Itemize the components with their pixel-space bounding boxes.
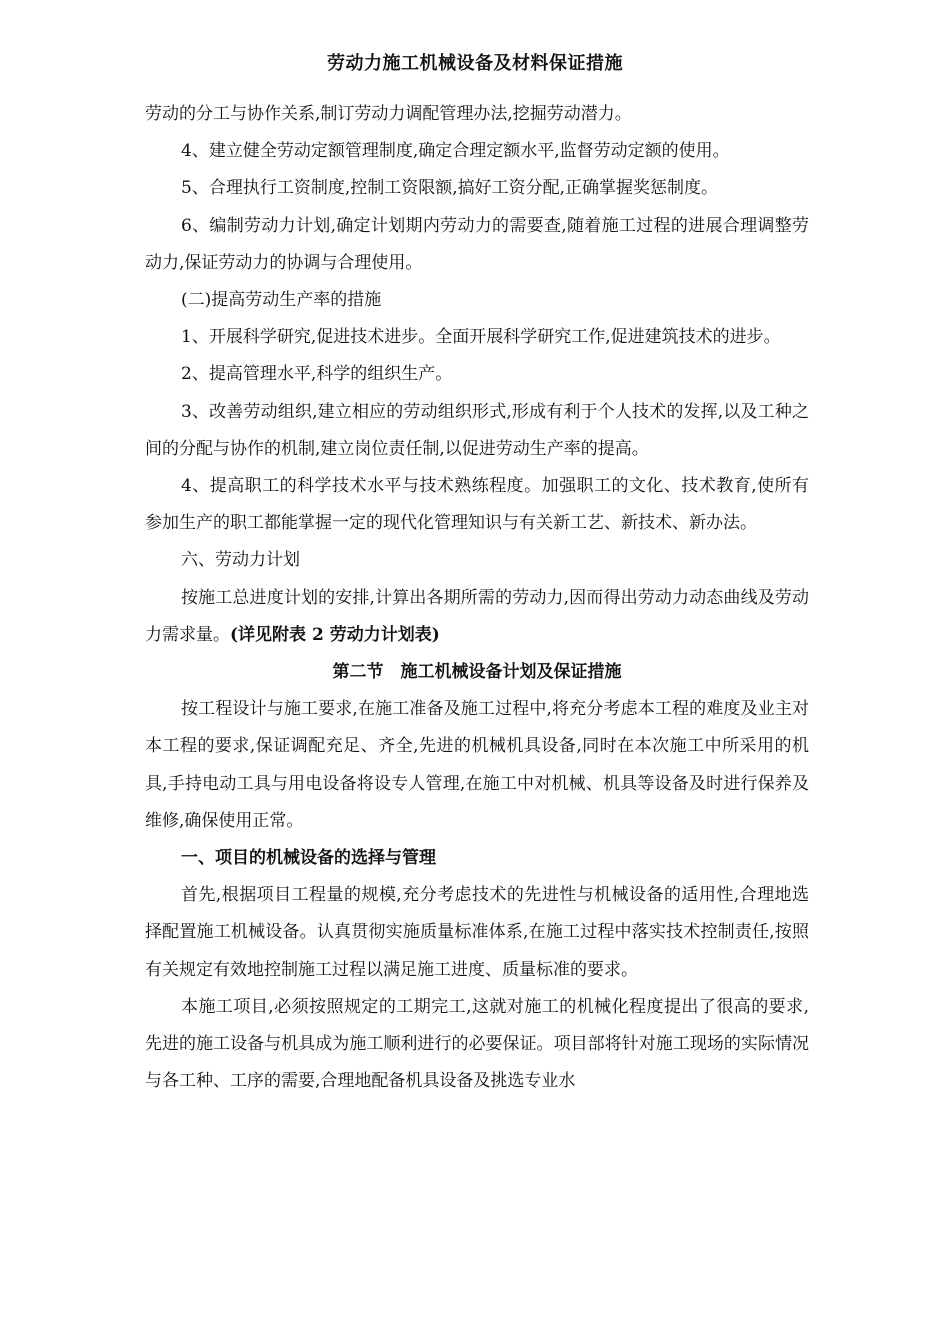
paragraph-item-5: 5、合理执行工资制度,控制工资限额,搞好工资分配,正确掌握奖惩制度。 bbox=[181, 178, 719, 199]
paragraph-equipment-intro: 按工程设计与施工要求,在施工准备及施工过程中,将充分考虑本工程的难度及业主对本工程的要求,保证调配充足、齐全,先进的机械机具设备,同时在本次施工中所采用的机具,手持电动工具与用电设备将设专人管理,在施工中对机械、机具等设备及时进行保养及维修,确保使用正常。 bbox=[145, 699, 809, 831]
paragraph-productivity-1: 1、开展科学研究,促进技术进步。全面开展科学研究工作,促进建筑技术的进步。 bbox=[181, 327, 781, 348]
paragraph-continuation: 劳动的分工与协作关系,制订劳动力调配管理办法,挖掘劳动潜力。 bbox=[145, 104, 632, 124]
paragraph-productivity-4: 4、提高职工的科学技术水平与技术熟练程度。加强职工的文化、技术教育,使所有参加生产的职工都能掌握一定的现代化管理知识与有关新工艺、新技术、新办法。 bbox=[145, 476, 809, 534]
subheading-equipment-selection: 一、项目的机械设备的选择与管理 bbox=[181, 848, 436, 869]
subsection-heading-productivity: (二)提高劳动生产率的措施 bbox=[181, 290, 382, 311]
labor-plan-reference: (详见附表 2 劳动力计划表) bbox=[230, 624, 440, 645]
section-heading-labor-plan: 六、劳动力计划 bbox=[181, 550, 300, 571]
paragraph-productivity-3: 3、改善劳动组织,建立相应的劳动组织形式,形成有利于个人技术的发挥,以及工种之间的分配与协作的机制,建立岗位责任制,以促进劳动生产率的提高。 bbox=[145, 401, 809, 459]
labor-plan-text: 按施工总进度计划的安排,计算出各期所需的劳动力,因而得出劳动力动态曲线及劳动力需求量。 bbox=[145, 587, 809, 645]
paragraph-labor-plan bbox=[145, 580, 809, 654]
paragraph-item-6: 6、编制劳动力计划,确定计划期内劳动力的需要查,随着施工过程的进展合理调整劳动力,保证劳动力的协调与合理使用。 bbox=[145, 215, 809, 273]
paragraph-item-4: 4、建立健全劳动定额管理制度,确定合理定额水平,监督劳动定额的使用。 bbox=[181, 141, 730, 162]
document-body bbox=[145, 96, 809, 1100]
paragraph-productivity-2: 2、提高管理水平,科学的组织生产。 bbox=[181, 364, 453, 385]
section-title: 第二节 施工机械设备计划及保证措施 bbox=[332, 662, 622, 683]
paragraph-equipment-requirements: 本施工项目,必须按照规定的工期完工,这就对施工的机械化程度提出了很高的要求,先进的施工设备与机具成为施工顺利进行的必要保证。项目部将针对施工现场的实际情况与各工种、工序的需要,合理地配备机具设备及挑选专业水 bbox=[145, 996, 809, 1092]
page-header-title: 劳动力施工机械设备及材料保证措施 bbox=[327, 53, 623, 74]
paragraph-equipment-selection: 首先,根据项目工程量的规模,充分考虑技术的先进性与机械设备的适用性,合理地选择配置施工机械设备。认真贯彻实施质量标准体系,在施工过程中落实技术控制责任,按照有关规定有效地控制施工过程以满足施工进度、质量标准的要求。 bbox=[145, 885, 809, 980]
